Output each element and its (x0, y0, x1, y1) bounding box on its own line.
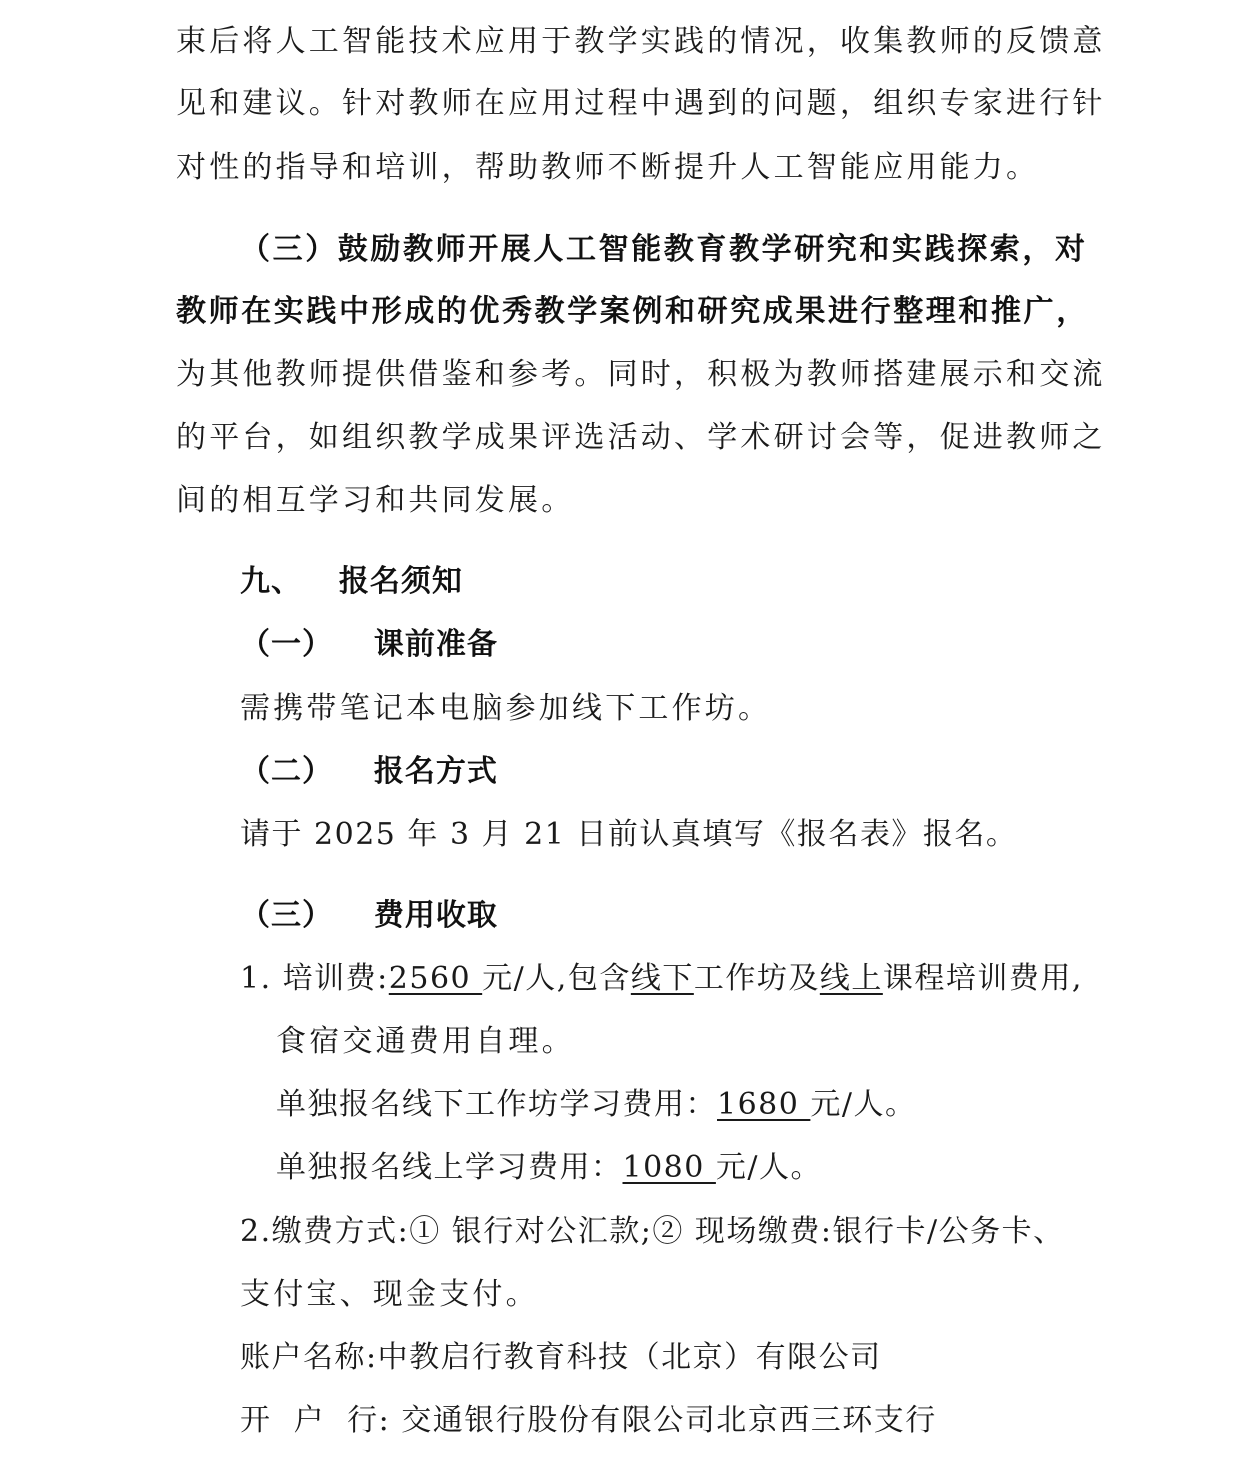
fee-tail: 课程培训费用, (882, 961, 1083, 996)
fee-mid: 工作坊及 (693, 961, 820, 996)
fee-online-only-amount: 1080 (622, 1150, 716, 1185)
fee-amount: 2560 (388, 961, 483, 996)
subsection-number: （三） (240, 898, 333, 933)
payment-line: 2.缴费方式:① 银行对公汇款;② 现场缴费:银行卡/公务卡、 (240, 1214, 1065, 1249)
paragraph-line: 束后将人工智能技术应用于教学实践的情况，收集教师的反馈意 (176, 24, 1106, 59)
fee-label: 1. 培训费: (240, 961, 389, 996)
paragraph-line: 对性的指导和培训，帮助教师不断提升人工智能应用能力。 (176, 150, 1040, 185)
fee-online-only-label: 单独报名线上学习费用： (276, 1150, 623, 1185)
fee-online: 线上 (819, 961, 883, 996)
fee-online-only (276, 1148, 822, 1188)
fee-line (240, 959, 1083, 999)
fee-offline-only-label: 单独报名线下工作坊学习费用： (276, 1087, 717, 1122)
fee-offline: 线下 (630, 961, 694, 996)
paragraph-line: 请于 2025 年 3 月 21 日前认真填写《报名表》报名。 (240, 817, 1018, 852)
paragraph-line: 间的相互学习和共同发展。 (176, 483, 575, 518)
fee-unit: 元/人,包含 (482, 961, 631, 996)
paragraph-line: 需携带笔记本电脑参加线下工作坊。 (240, 691, 772, 726)
paragraph-line: 为其他教师提供借鉴和参考。同时，积极为教师搭建展示和交流 (176, 357, 1106, 392)
subsection-heading (240, 896, 498, 936)
payment-line: 支付宝、现金支付。 (240, 1277, 539, 1312)
fee-offline-only (276, 1085, 917, 1125)
section-title: 报名须知 (338, 564, 463, 599)
bank-name: 开 户 行: 交通银行股份有限公司北京西三环支行 (240, 1403, 937, 1438)
subsection-title: 课前准备 (373, 627, 498, 662)
section-number: 九、 (240, 564, 302, 599)
fee-offline-only-amount: 1680 (717, 1087, 811, 1122)
subsection-heading (240, 625, 498, 665)
paragraph-line: 见和建议。针对教师在应用过程中遇到的问题，组织专家进行针 (176, 86, 1106, 121)
fee-offline-only-unit: 元/人。 (810, 1087, 917, 1122)
paragraph-line: 的平台，如组织教学成果评选活动、学术研讨会等，促进教师之 (176, 420, 1106, 455)
bold-paragraph-line: （三）鼓励教师开展人工智能教育教学研究和实践探索，对 (240, 232, 1088, 267)
subsection-title: 报名方式 (373, 754, 498, 789)
subsection-number: （一） (240, 627, 333, 662)
subsection-title: 费用收取 (373, 898, 498, 933)
subsection-heading (240, 752, 498, 792)
account-name: 账户名称:中教启行教育科技（北京）有限公司 (240, 1340, 882, 1375)
paragraph-line: 食宿交通费用自理。 (276, 1024, 575, 1059)
fee-online-only-unit: 元/人。 (715, 1150, 822, 1185)
bold-paragraph-line: 教师在实践中形成的优秀教学案例和研究成果进行整理和推广， (176, 294, 1089, 329)
section-heading (240, 562, 463, 602)
subsection-number: （二） (240, 754, 333, 789)
